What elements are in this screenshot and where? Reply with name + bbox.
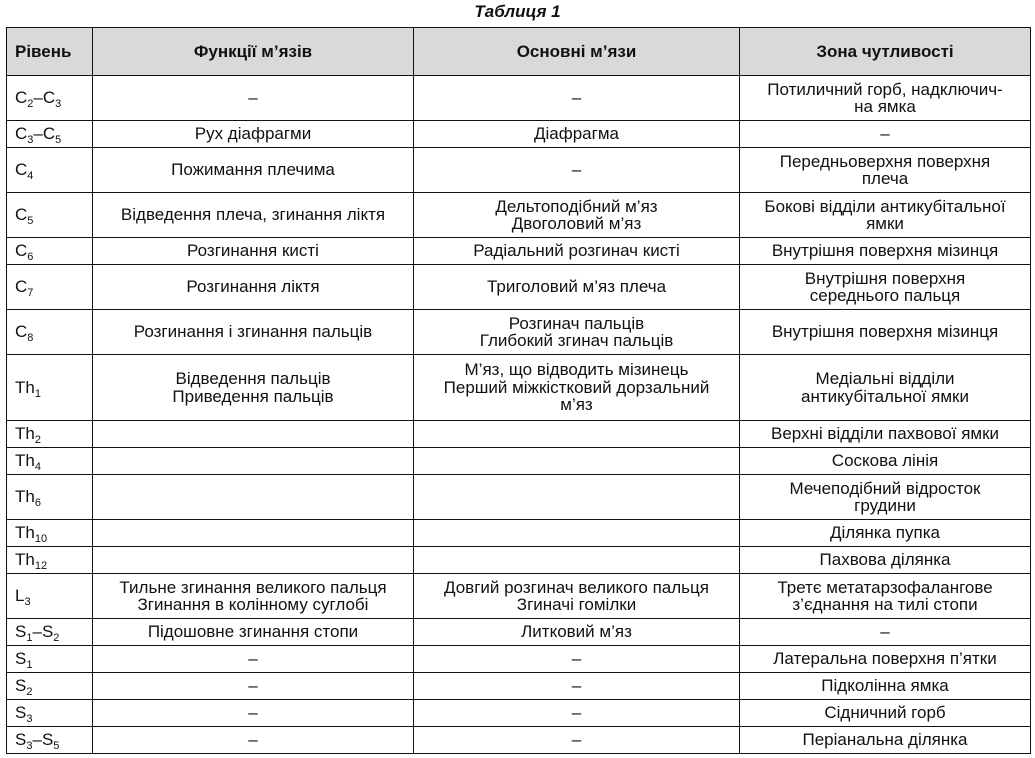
zone-line: Бокові відділи антикубітальної: [764, 196, 1006, 216]
level-index: 1: [34, 387, 41, 400]
zone-line: Внутрішня поверхня мізинця: [771, 241, 999, 261]
zone-line: Періанальна ділянка: [802, 730, 968, 750]
functions-cell: [93, 238, 414, 265]
level-cell: [7, 265, 93, 310]
zone-line: Пахвова ділянка: [819, 550, 951, 570]
functions-cell: [93, 76, 414, 121]
functions-cell: [93, 475, 414, 520]
muscles-line: Діафрагма: [534, 124, 619, 144]
functions-cell: [93, 700, 414, 727]
zone-line: Латеральна поверхня п’ятки: [773, 649, 997, 669]
table-row: [7, 121, 1031, 148]
level-index: 6: [34, 497, 41, 510]
functions-line: Рух діафрагми: [194, 124, 312, 144]
muscles-line: –: [571, 160, 582, 180]
zone-cell: [740, 355, 1031, 421]
level-cell: [7, 121, 93, 148]
level-root-end: S: [41, 622, 54, 642]
functions-line: –: [248, 730, 258, 750]
muscles-line: Довгий розгинач великого пальця: [444, 577, 709, 597]
table-row: [7, 310, 1031, 355]
level-root: S: [15, 676, 27, 696]
zone-line: Третє метатарзофалангове: [777, 577, 993, 597]
level-root: C: [15, 277, 28, 297]
level-root: Th: [15, 550, 35, 570]
functions-cell: [93, 448, 414, 475]
muscles-cell: [414, 574, 740, 619]
zone-cell: [740, 148, 1031, 193]
level-index: 4: [27, 170, 34, 183]
level-root: S: [15, 703, 27, 723]
zone-line: Сідничний горб: [824, 703, 946, 723]
zone-line: Соскова лінія: [831, 451, 939, 471]
level-cell: [7, 238, 93, 265]
muscles-line: Литковий м’яз: [521, 622, 632, 642]
muscles-line: –: [571, 703, 582, 723]
functions-line: Пожимання плечима: [171, 160, 335, 180]
zone-cell: [740, 193, 1031, 238]
level-cell: [7, 646, 93, 673]
table-row: [7, 646, 1031, 673]
zone-line: Підколінна ямка: [821, 676, 949, 696]
level-index: 10: [34, 533, 48, 546]
level-root: Th: [15, 451, 35, 471]
level-root-end: C: [42, 124, 56, 144]
zone-cell: [740, 646, 1031, 673]
level-root: Th: [15, 523, 35, 543]
level-separator: –: [32, 730, 42, 750]
level-index: 2: [27, 98, 34, 111]
level-index: 7: [27, 287, 34, 300]
zone-line: Мечеподібний відросток: [789, 478, 981, 498]
functions-line: Підошовне згинання стопи: [147, 622, 359, 642]
functions-cell: [93, 193, 414, 238]
functions-line: –: [248, 703, 258, 723]
functions-line: –: [248, 88, 258, 108]
level-index: 2: [34, 434, 41, 447]
muscles-cell: [414, 193, 740, 238]
zone-line: Внутрішня поверхня мізинця: [771, 322, 999, 342]
functions-cell: [93, 520, 414, 547]
level-root: C: [15, 322, 28, 342]
muscles-cell: [414, 310, 740, 355]
level-cell: [7, 673, 93, 700]
level-cell: [7, 148, 93, 193]
functions-line: –: [248, 676, 258, 696]
muscles-cell: [414, 76, 740, 121]
level-index-end: 3: [55, 98, 62, 111]
functions-line: Відведення пальців: [175, 369, 331, 388]
functions-cell: [93, 619, 414, 646]
level-index: 2: [26, 686, 33, 699]
muscles-line: Глибокий згинач пальців: [479, 331, 674, 350]
table-body: [7, 76, 1031, 754]
header-muscles: Основні м’язи: [414, 28, 740, 76]
muscles-line: м’яз: [560, 395, 593, 415]
level-index: 1: [26, 632, 33, 645]
level-root: S: [15, 649, 27, 669]
level-separator: –: [32, 622, 42, 642]
level-cell: [7, 547, 93, 574]
muscles-cell: [414, 475, 740, 520]
functions-cell: [93, 148, 414, 193]
level-root: S: [15, 622, 27, 642]
table-row: [7, 238, 1031, 265]
level-index-end: 2: [53, 632, 60, 645]
level-root: Th: [15, 487, 35, 507]
muscles-line: –: [571, 676, 582, 696]
muscles-cell: [414, 421, 740, 448]
level-root-end: S: [41, 730, 54, 750]
table-row: [7, 547, 1031, 574]
level-cell: [7, 193, 93, 238]
level-root: C: [15, 88, 28, 108]
level-index: 12: [34, 560, 48, 573]
muscles-cell: [414, 646, 740, 673]
functions-cell: [93, 673, 414, 700]
muscles-cell: [414, 121, 740, 148]
functions-cell: [93, 646, 414, 673]
muscles-cell: [414, 619, 740, 646]
functions-cell: [93, 574, 414, 619]
muscles-cell: [414, 148, 740, 193]
level-cell: [7, 574, 93, 619]
muscles-cell: [414, 547, 740, 574]
zone-line: з’єднання на тилі стопи: [792, 595, 978, 614]
zone-line: Верхні відділи пахвової ямки: [770, 424, 1000, 444]
muscles-cell: [414, 265, 740, 310]
level-index: 6: [27, 251, 34, 264]
level-cell: [7, 520, 93, 547]
zone-line: антикубітальної ямки: [801, 386, 969, 406]
table-row: [7, 76, 1031, 121]
level-cell: [7, 355, 93, 421]
zone-cell: [740, 76, 1031, 121]
zone-line: –: [880, 124, 890, 144]
muscles-line: Двоголовий м’яз: [511, 214, 642, 233]
table-row: [7, 619, 1031, 646]
table-row: [7, 475, 1031, 520]
muscles-line: Радіальний розгинач кисті: [473, 241, 680, 261]
table-row: [7, 265, 1031, 310]
muscles-line: Дельтоподібний м’яз: [495, 196, 658, 216]
zone-line: грудини: [854, 496, 916, 515]
header-zone: Зона чутливості: [740, 28, 1031, 76]
header-functions: Функції м’язів: [93, 28, 414, 76]
level-index: 3: [24, 596, 31, 609]
zone-line: на ямка: [854, 97, 916, 116]
muscles-cell: [414, 700, 740, 727]
muscles-cell: [414, 520, 740, 547]
muscles-cell: [414, 727, 740, 754]
level-index-end: 5: [53, 740, 60, 753]
zone-cell: [740, 238, 1031, 265]
zone-cell: [740, 700, 1031, 727]
level-index: 8: [27, 332, 34, 345]
level-cell: [7, 76, 93, 121]
zone-cell: [740, 310, 1031, 355]
functions-line: Розгинання кисті: [187, 241, 319, 261]
table-row: [7, 193, 1031, 238]
zone-line: Потиличний горб, надключич-: [767, 79, 1003, 99]
table-row: [7, 448, 1031, 475]
table-row: [7, 421, 1031, 448]
zone-cell: [740, 673, 1031, 700]
zone-cell: [740, 619, 1031, 646]
zone-line: Медіальні відділи: [815, 369, 955, 388]
table-row: [7, 727, 1031, 754]
functions-line: –: [248, 649, 258, 669]
muscles-cell: [414, 238, 740, 265]
functions-cell: [93, 421, 414, 448]
level-root: S: [15, 730, 27, 750]
functions-line: Тильне згинання великого пальця: [119, 577, 387, 597]
muscles-line: М’яз, що відводить мізинець: [464, 360, 689, 380]
zone-cell: [740, 421, 1031, 448]
zone-cell: [740, 547, 1031, 574]
functions-cell: [93, 727, 414, 754]
level-cell: [7, 310, 93, 355]
zone-cell: [740, 574, 1031, 619]
level-cell: [7, 727, 93, 754]
level-index-end: 5: [55, 134, 62, 147]
zone-line: Ділянка пупка: [830, 523, 940, 543]
zone-cell: [740, 121, 1031, 148]
functions-cell: [93, 355, 414, 421]
functions-line: Розгинання і згинання пальців: [133, 322, 373, 342]
table-row: [7, 574, 1031, 619]
functions-cell: [93, 121, 414, 148]
level-root: C: [15, 241, 28, 261]
zone-cell: [740, 265, 1031, 310]
level-separator: –: [33, 124, 43, 144]
dermatome-table: [6, 27, 1031, 754]
header-level: Рівень: [7, 28, 93, 76]
level-cell: [7, 619, 93, 646]
level-cell: [7, 475, 93, 520]
level-index: 1: [26, 659, 33, 672]
level-index: 3: [27, 134, 34, 147]
zone-line: середнього пальця: [809, 286, 961, 305]
zone-cell: [740, 475, 1031, 520]
level-cell: [7, 448, 93, 475]
level-index: 3: [26, 713, 33, 726]
zone-line: Внутрішня поверхня: [804, 268, 966, 288]
muscles-cell: [414, 448, 740, 475]
level-index: 4: [34, 461, 41, 474]
zone-line: Передньоверхня поверхня: [779, 151, 991, 171]
functions-line: Розгинання ліктя: [186, 277, 320, 297]
muscles-line: Згиначі гомілки: [516, 595, 637, 614]
level-index: 3: [26, 740, 33, 753]
muscles-line: –: [571, 649, 582, 669]
zone-line: плеча: [861, 169, 909, 188]
table-row: [7, 148, 1031, 193]
level-root: C: [15, 160, 28, 180]
zone-line: ямки: [866, 214, 904, 233]
functions-cell: [93, 265, 414, 310]
level-root: Th: [15, 424, 35, 444]
level-cell: [7, 421, 93, 448]
muscles-line: –: [571, 88, 582, 108]
table-row: [7, 700, 1031, 727]
muscles-line: Триголовий м’яз плеча: [486, 277, 667, 297]
table-row: [7, 520, 1031, 547]
muscles-line: –: [571, 730, 582, 750]
functions-line: Приведення пальців: [172, 386, 334, 406]
functions-line: Відведення плеча, згинання ліктя: [120, 205, 386, 225]
level-cell: [7, 700, 93, 727]
level-root: C: [15, 205, 28, 225]
zone-cell: [740, 448, 1031, 475]
muscles-cell: [414, 673, 740, 700]
zone-line: –: [880, 622, 890, 642]
zone-cell: [740, 520, 1031, 547]
muscles-cell: [414, 355, 740, 421]
functions-cell: [93, 310, 414, 355]
table-caption: Таблиця 1: [474, 2, 561, 21]
level-separator: –: [33, 88, 43, 108]
level-root: Th: [15, 377, 35, 397]
muscles-line: Перший міжкістковий дорзальний: [443, 377, 710, 397]
functions-cell: [93, 547, 414, 574]
level-index: 5: [27, 215, 34, 228]
zone-cell: [740, 727, 1031, 754]
level-root-end: C: [42, 88, 56, 108]
level-root: C: [15, 124, 28, 144]
table-row: [7, 673, 1031, 700]
muscles-line: Розгинач пальців: [508, 313, 645, 333]
level-root: L: [15, 586, 25, 606]
table-row: [7, 355, 1031, 421]
functions-line: Згинання в колінному суглобі: [137, 595, 369, 614]
header-row: [7, 28, 1031, 76]
